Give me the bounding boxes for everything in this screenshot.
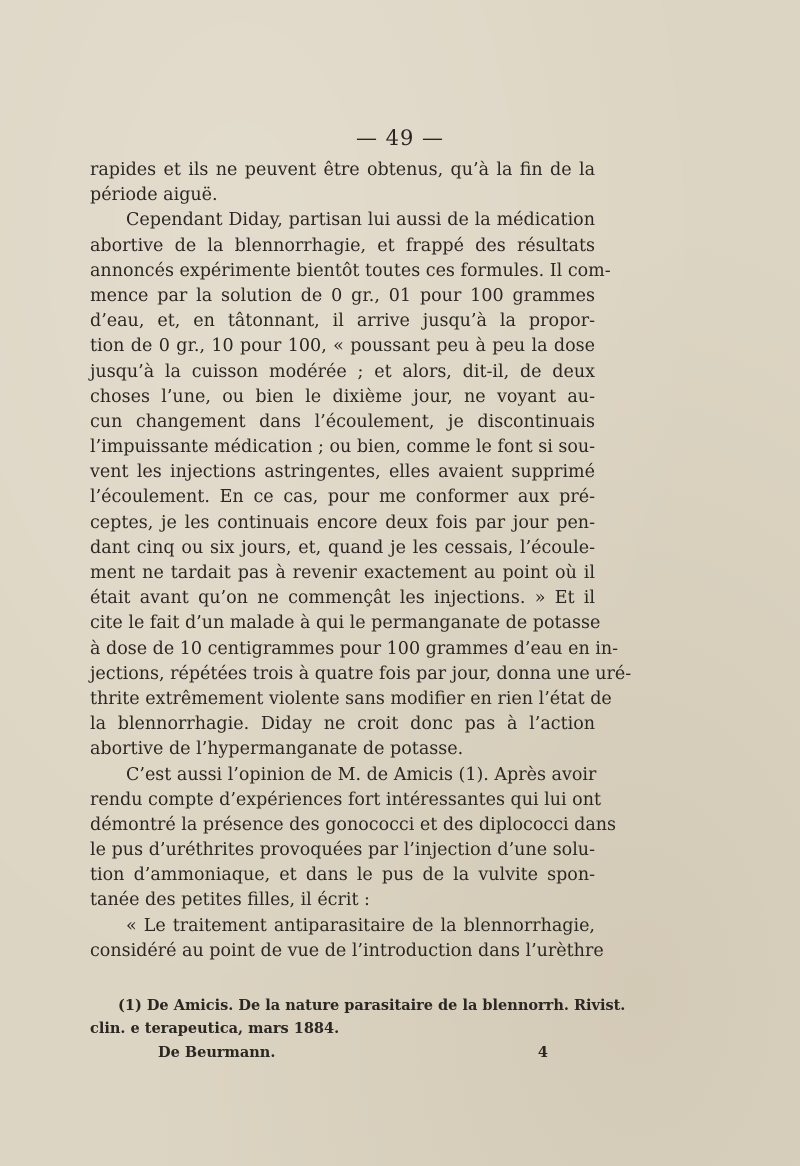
signature-author: De Beurmann. bbox=[158, 1044, 276, 1061]
text-line: tion de 0 gr., 10 pour 100, « poussant peu à peu la dose bbox=[90, 336, 595, 357]
text-line: période aiguë. bbox=[90, 185, 218, 206]
text-line: thrite extrêmement violente sans modifier en rien l’état de bbox=[90, 688, 612, 709]
text-line: vent les injections astringentes, elles avaient supprimé bbox=[90, 462, 595, 483]
text-line: jusqu’à la cuisson modérée ; et alors, dit-il, de deux bbox=[90, 361, 595, 382]
footnote-line: (1) De Amicis. De la nature parasitaire de la blennorrh. Rivist. bbox=[118, 997, 626, 1014]
signature-line bbox=[158, 1044, 548, 1061]
signature-sheet-number: 4 bbox=[537, 1044, 548, 1061]
text-line: l’écoulement. En ce cas, pour me conformer aux pré- bbox=[90, 487, 595, 508]
text-line: choses l’une, ou bien le dixième jour, ne voyant au- bbox=[90, 386, 595, 407]
text-line: abortive de la blennorrhagie, et frappé des résultats bbox=[90, 235, 595, 256]
text-line: d’eau, et, en tâtonnant, il arrive jusqu’à la propor- bbox=[90, 311, 595, 332]
text-line: « Le traitement antiparasitaire de la blennorrhagie, bbox=[126, 915, 595, 936]
text-line: ment ne tardait pas à revenir exactement au point où il bbox=[90, 563, 595, 583]
footnote bbox=[90, 994, 626, 1040]
text-line: annoncés expérimente bientôt toutes ces formules. Il com- bbox=[90, 260, 611, 281]
text-line: C’est aussi l’opinion de M. de Amicis (1). Après avoir bbox=[126, 764, 597, 785]
text-line: rapides et ils ne peuvent être obtenus, qu’à la fin de la bbox=[90, 160, 595, 180]
text-line: tion d’ammoniaque, et dans le pus de la vulvite spon- bbox=[90, 865, 595, 886]
text-line: à dose de 10 centigrammes pour 100 grammes d’eau en in- bbox=[90, 638, 619, 659]
text-line: abortive de l’hypermanganate de potasse. bbox=[90, 739, 464, 760]
text-line: cun changement dans l’écoulement, je discontinuais bbox=[90, 411, 595, 432]
text-line: était avant qu’on ne commençât les injections. » Et il bbox=[90, 588, 595, 609]
text-line: jections, répétées trois à quatre fois par jour, donna une uré- bbox=[90, 663, 632, 684]
text-line: le pus d’uréthrites provoquées par l’injection d’une solu- bbox=[90, 840, 595, 861]
text-line: rendu compte d’expériences fort intéressantes qui lui ont bbox=[90, 789, 602, 810]
text-line: considéré au point de vue de l’introduction dans l’urèthre bbox=[90, 940, 604, 961]
text-line: l’impuissante médication ; ou bien, comme le font si sou- bbox=[90, 437, 596, 458]
text-line: mence par la solution de 0 gr., 01 pour 100 grammes bbox=[90, 285, 595, 306]
page-number: — 49 — bbox=[355, 126, 445, 150]
text-line: dant cinq ou six jours, et, quand je les cessais, l’écoule- bbox=[90, 537, 595, 558]
text-line: tanée des petites filles, il écrit : bbox=[90, 890, 370, 911]
text-line: cite le fait d’un malade à qui le permanganate de potasse bbox=[90, 613, 601, 634]
body-text bbox=[90, 158, 632, 964]
text-line: démontré la présence des gonococci et des diplococci dans bbox=[90, 814, 617, 835]
text-line: la blennorrhagie. Diday ne croit donc pas à l’action bbox=[90, 714, 595, 735]
footnote-line: clin. e terapeutica, mars 1884. bbox=[90, 1020, 340, 1037]
text-line: ceptes, je les continuais encore deux fois par jour pen- bbox=[90, 512, 595, 533]
text-line: Cependant Diday, partisan lui aussi de la médication bbox=[126, 210, 595, 231]
